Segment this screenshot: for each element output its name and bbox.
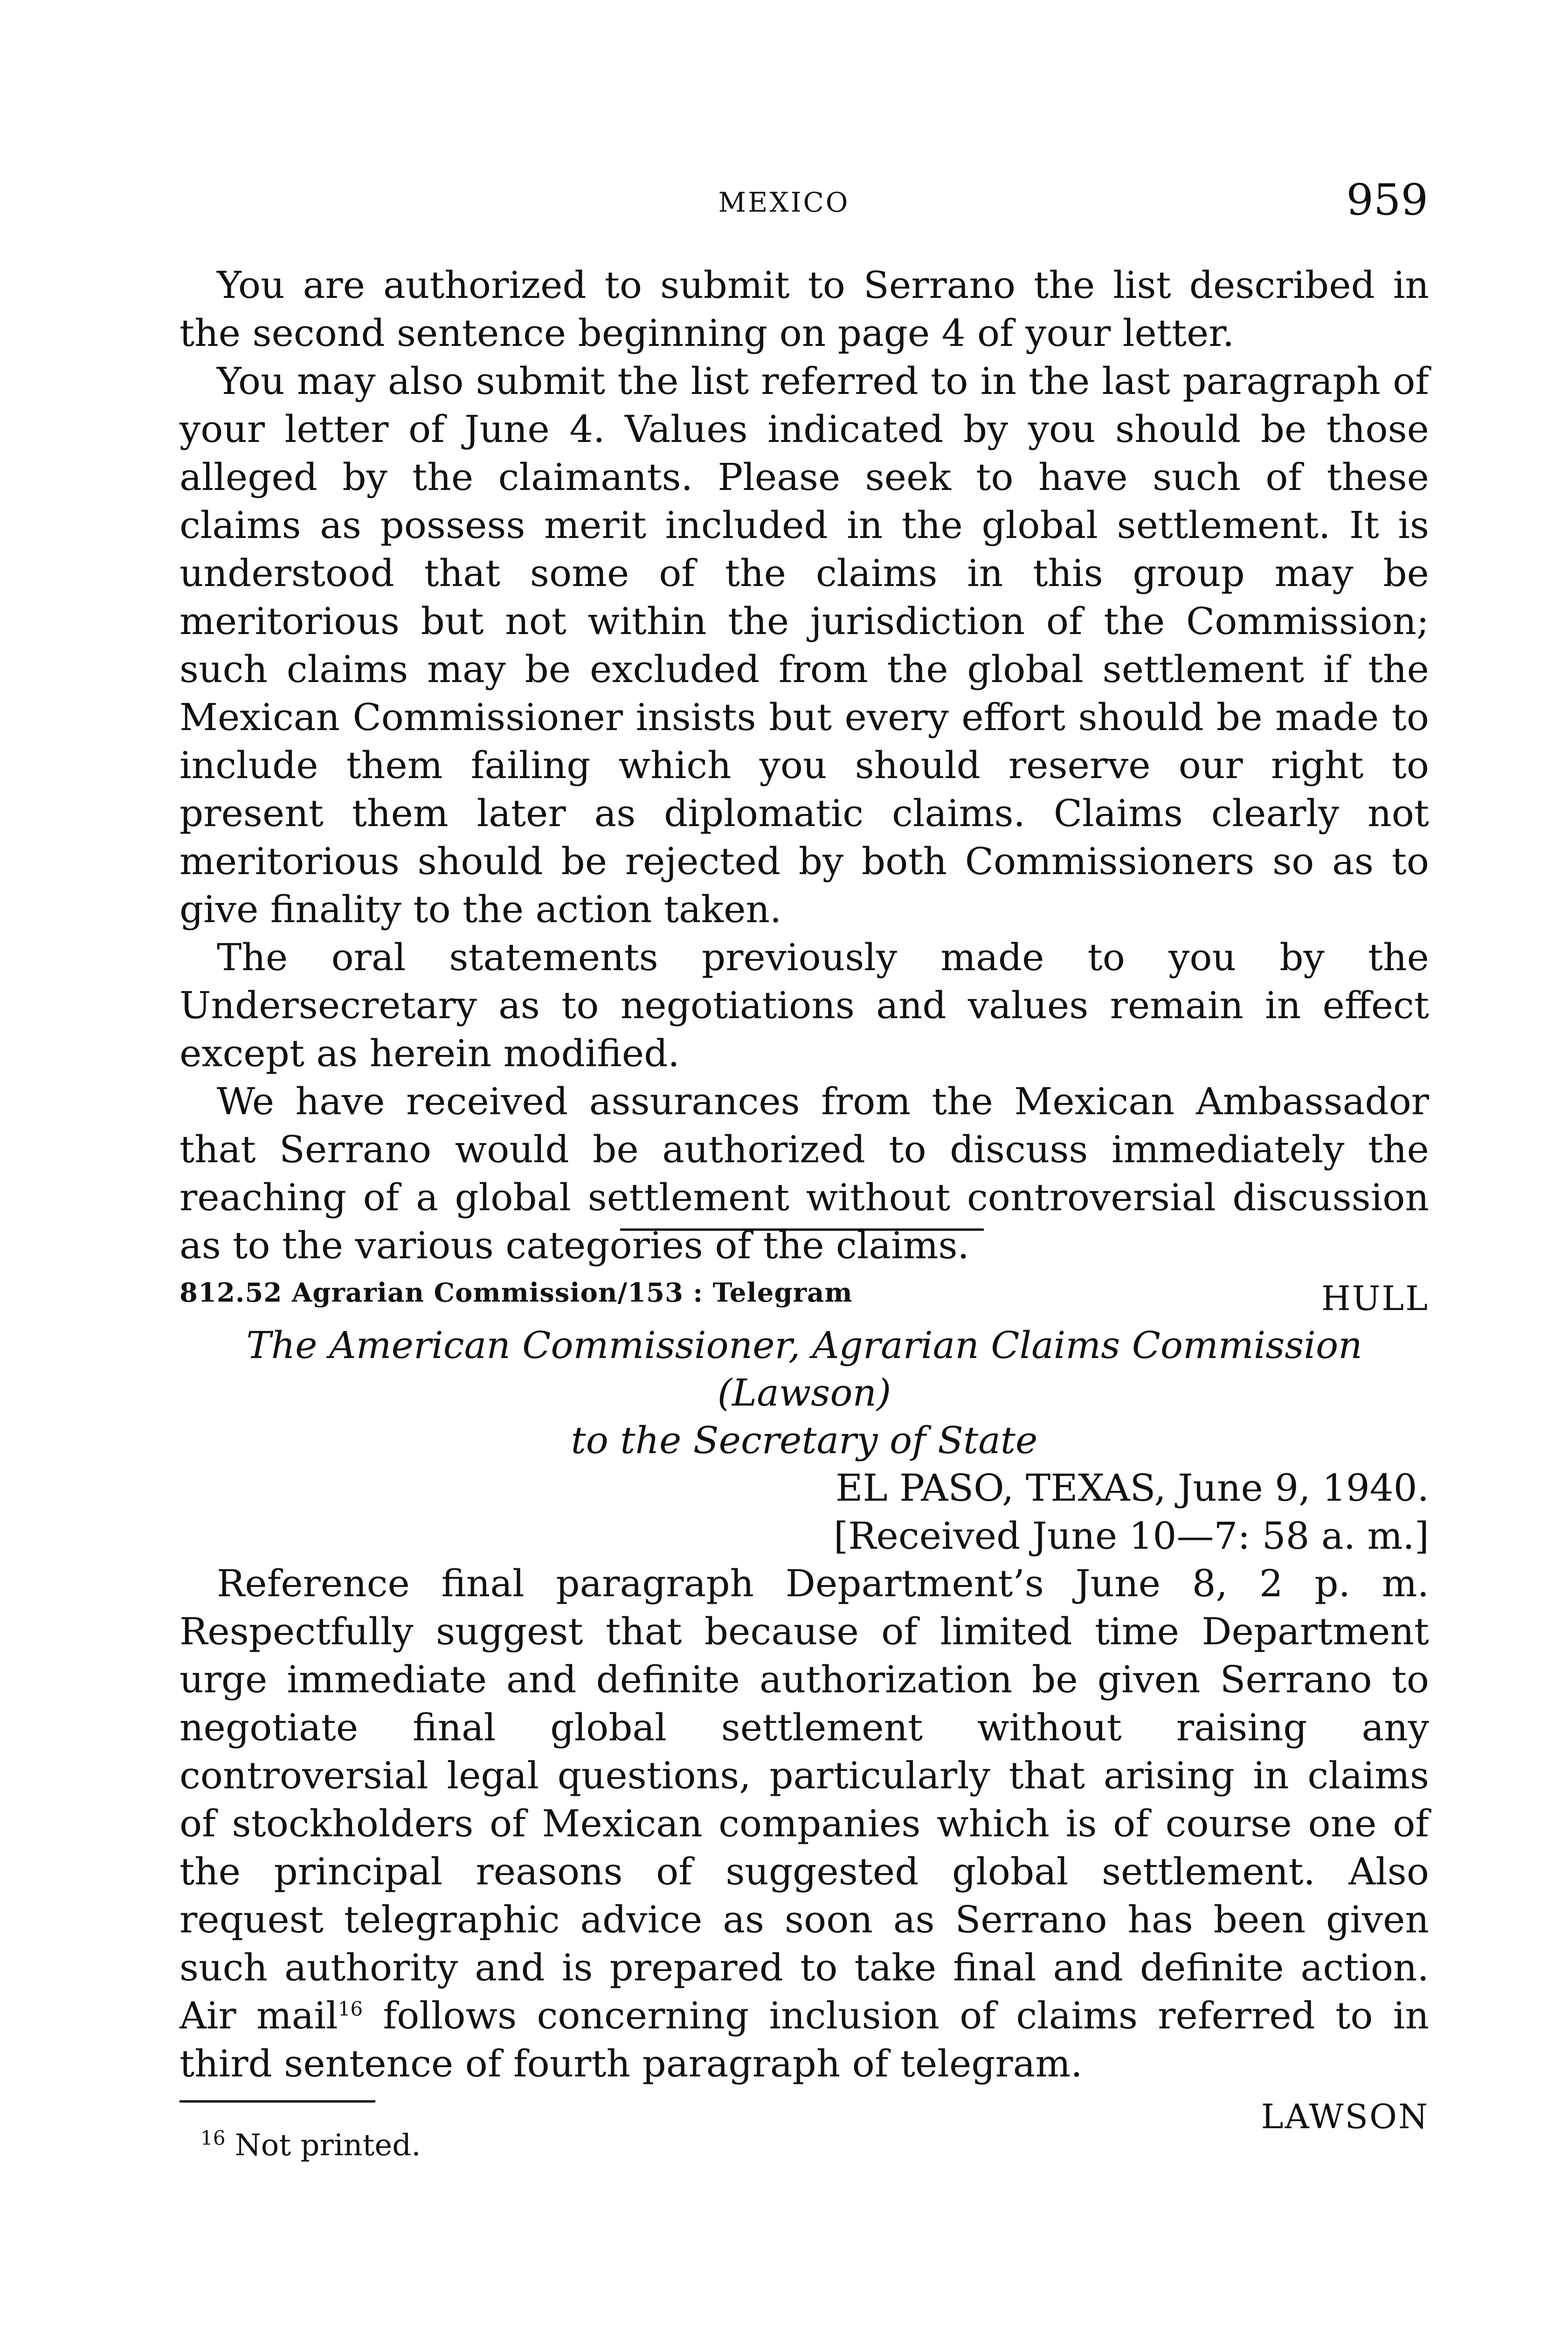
page-number: 959 <box>1346 175 1428 225</box>
instruction-body <box>180 261 1429 1318</box>
dateline-block <box>834 1464 1429 1560</box>
section-divider <box>620 1228 984 1231</box>
paragraph: You may also submit the list referred to in the last paragraph of your letter of June 4. Values indicated by you should be those alleged by the claimants. Please seek to have such of these claims as possess merit included in the global settlement. It is understood that some of the claims in this group may be meritorious but not within the jurisdiction of the Commission; such claims may be excluded from the global settlement if the Mexican Commissioner insists but every effort should be made to include them failing which you should reserve our right to present them later as diplomatic claims. Claims clearly not meritorious should be rejected by both Commissioners so as to give finality to the action taken. <box>180 359 1429 931</box>
signature-hull: HULL <box>1321 1279 1429 1318</box>
dateline: EL PASO, TEXAS, June 9, 1940. <box>836 1466 1429 1510</box>
paragraph: You are authorized to submit to Serrano the list described in the second sentence beginning on page 4 of your letter. <box>180 263 1429 355</box>
document-title-line-2: to the Secretary of State <box>571 1419 1038 1462</box>
footnote-divider <box>180 2100 375 2103</box>
document-title <box>180 1322 1429 1464</box>
paragraph: We have received assurances from the Mexican Ambassador that Serrano would be authorized to discuss immediately the reaching of a global settlement without controversial discussion as to the various categories of the claims. <box>180 1080 1429 1267</box>
telegram-text-part-1: Reference final paragraph Department’s June 8, 2 p. m. Respectfully suggest that because of limited time Department urge immediate and definite authorization be given Serrano to negotiate final global settlement without raising any controversial legal questions, particularly that arising in claims of stockholders of Mexican companies which is of course one of the principal reasons of suggested global settlement. Also request telegraphic advice as soon as Serrano has been given such authority and is prepared to take final and definite action. Air mail <box>180 1562 1429 2037</box>
document-title-line-1: The American Commissioner, Agrarian Claims Commission (Lawson) <box>246 1324 1362 1414</box>
paragraph <box>180 1559 1429 2088</box>
file-reference: 812.52 Agrarian Commission/153 : Telegram <box>180 1277 853 1308</box>
footnote-ref: 16 <box>338 1997 363 2021</box>
footnote-marker: 16 <box>200 2126 226 2150</box>
signature-lawson: LAWSON <box>1261 2097 1429 2136</box>
received-note: [Received June 10—7: 58 a. m.] <box>834 1514 1429 1558</box>
telegram-text-part-2: follows concerning inclusion of claims referred to in third sentence of fourth paragraph of telegram. <box>180 1994 1430 2085</box>
footnote <box>200 2128 421 2163</box>
telegram-body <box>180 1559 1429 2136</box>
footnote-text: Not printed. <box>235 2128 421 2163</box>
paragraph: The oral statements previously made to you by the Undersecretary as to negotiations and values remain in effect except as herein modified. <box>180 936 1429 1075</box>
running-header-title: MEXICO <box>718 186 850 218</box>
